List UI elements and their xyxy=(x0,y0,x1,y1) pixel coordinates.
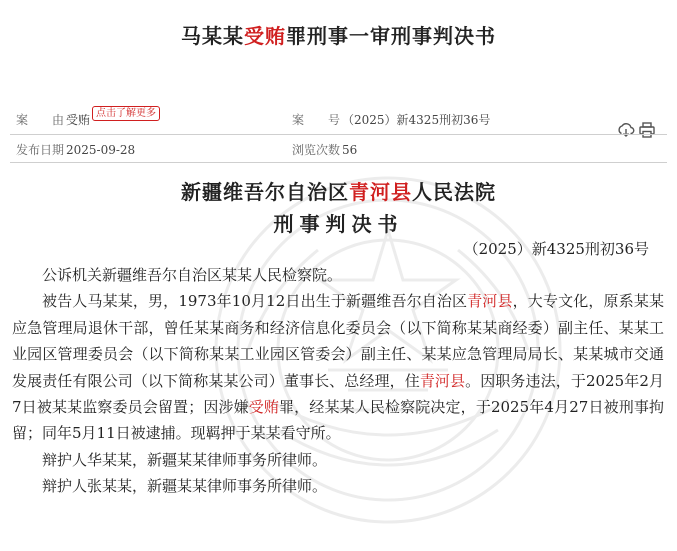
print-icon[interactable] xyxy=(638,121,656,139)
publish-date-value: 2025-09-28 xyxy=(66,143,136,157)
document-type: 刑事判决书 xyxy=(273,212,404,236)
publish-date-field xyxy=(16,141,135,158)
defendant-text-3: 。因职务违法，于2025年2月7日被某某监察委员会留置；因涉嫌 xyxy=(12,371,664,417)
judgment-body xyxy=(12,262,664,500)
learn-more-button[interactable]: 点击了解更多 xyxy=(92,106,160,121)
defendant-text-4: 罪，经某某人民检察院决定，于2025年4月27日被刑事拘留；同年5月11日被逮捕。现羁押于某某看守所。 xyxy=(12,398,664,443)
paragraph-prosecutor: 公诉机关新疆维吾尔自治区某某人民检察院。 xyxy=(42,266,343,284)
highlight-county-2: 青河县 xyxy=(419,371,466,390)
title-highlight: 受贿 xyxy=(244,24,286,48)
highlight-county-1: 青河县 xyxy=(467,292,513,311)
paragraph-defender-2: 辩护人张某某，新疆某某律师事务所律师。 xyxy=(42,477,328,496)
cause-value: 受贿 xyxy=(66,113,91,127)
publish-date-label: 发布日期 xyxy=(16,143,65,157)
paragraph-defendant xyxy=(12,288,664,446)
document-title xyxy=(0,20,677,49)
header-divider xyxy=(10,162,667,163)
document-case-number: （2025）新4325刑初36号 xyxy=(463,240,649,258)
title-text-post: 罪刑事一审刑事判决书 xyxy=(286,24,496,48)
meta-divider xyxy=(10,134,667,135)
download-icon[interactable] xyxy=(617,121,635,139)
defendant-text-1: 被告人马某某，男，1973年10月12日出生于新疆维吾尔自治区 xyxy=(42,292,468,311)
court-name-pre: 新疆维吾尔自治区 xyxy=(181,180,349,204)
case-number-field xyxy=(292,111,490,128)
cause-field xyxy=(16,111,90,128)
view-count-value: 56 xyxy=(342,143,358,157)
case-number-value: （2025）新4325刑初36号 xyxy=(342,113,491,127)
view-count-label: 浏览次数 xyxy=(292,143,341,157)
title-text-pre: 马某某 xyxy=(181,24,244,48)
defendant-text-2: ，大专文化，原系某某应急管理局退休干部，曾任某某商务和经济信息化委员会（以下简称某某商经委）副主任、某某工业园区管理委员会（以下简称某某工业园区管委会）副主任、某某应急管理局局长、某某城市交通发展责任有限公司（以下简称某某公司）董事长、总经理，住 xyxy=(12,292,664,390)
highlight-charge: 受贿 xyxy=(248,398,280,417)
court-name xyxy=(0,176,677,205)
paragraph-defender-1: 辩护人华某某，新疆某某律师事务所律师。 xyxy=(42,450,328,469)
cause-label: 案 由 xyxy=(16,113,65,127)
court-name-highlight: 青河县 xyxy=(349,180,412,204)
case-number-label: 案 号 xyxy=(292,113,341,127)
view-count-field xyxy=(292,141,357,158)
court-name-post: 人民法院 xyxy=(412,180,496,204)
